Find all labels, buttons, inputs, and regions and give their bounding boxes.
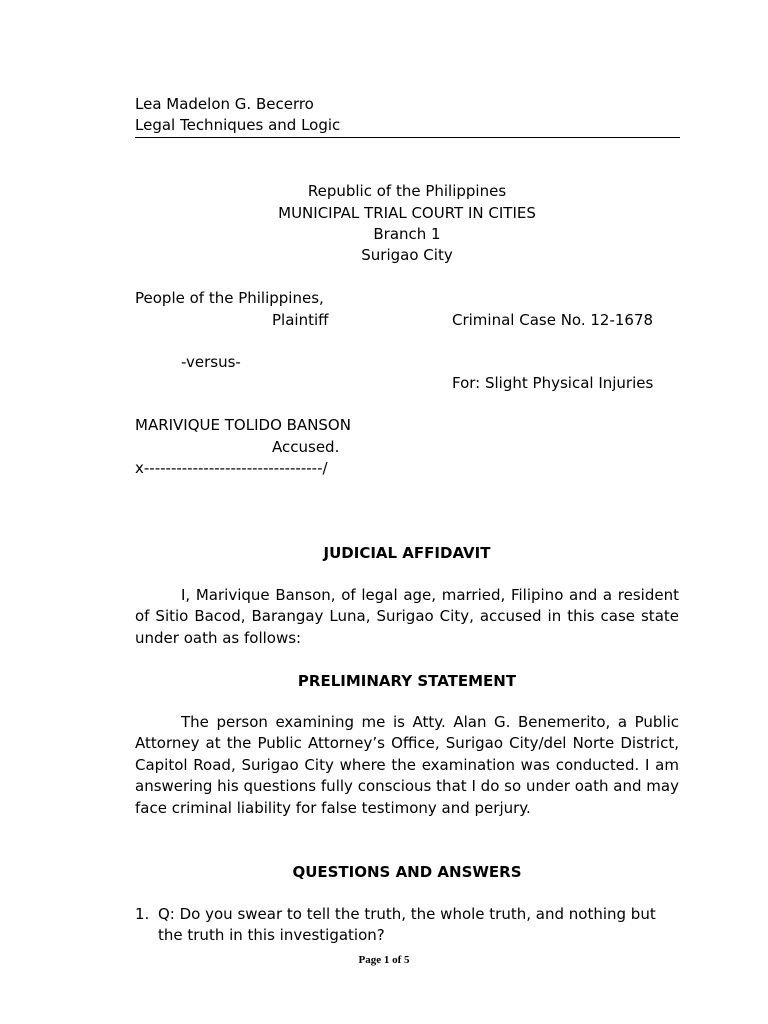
preliminary-heading: PRELIMINARY STATEMENT <box>297 672 517 690</box>
qa-item-number: 1. <box>135 905 150 923</box>
intro-paragraph <box>135 585 679 649</box>
page-number: Page 1 of 5 <box>358 954 410 966</box>
accused-name: MARIVIQUE TOLIDO BANSON <box>135 416 351 434</box>
preliminary-paragraph <box>135 712 679 819</box>
plaintiff-role: Plaintiff <box>272 311 329 329</box>
qa-item-question: Q: Do you swear to tell the truth, the whole truth, and nothing but the truth in this investigation? <box>158 905 656 945</box>
plaintiff-name: People of the Philippines, <box>135 289 324 307</box>
author-name: Lea Madelon G. Becerro <box>135 95 314 113</box>
caption-separator: x---------------------------------/ <box>135 459 328 477</box>
qa-item <box>135 904 680 947</box>
case-offense: For: Slight Physical Injuries <box>452 374 654 392</box>
intro-text: I, Marivique Banson, of legal age, married, Filipino and a resident of Sitio Bacod, Barangay Luna, Surigao City, accused in this case state under oath as follows: <box>135 586 679 647</box>
court-branch: Branch 1 <box>373 225 441 243</box>
versus-label: -versus- <box>181 353 241 371</box>
court-city: Surigao City <box>361 246 453 264</box>
course-name: Legal Techniques and Logic <box>135 116 341 134</box>
document-title: JUDICIAL AFFIDAVIT <box>323 544 491 562</box>
accused-role: Accused. <box>272 438 340 456</box>
qa-heading: QUESTIONS AND ANSWERS <box>292 863 522 881</box>
header-rule <box>135 137 680 138</box>
court-name: MUNICIPAL TRIAL COURT IN CITIES <box>278 204 536 222</box>
preliminary-text: The person examining me is Atty. Alan G. Benemerito, a Public Attorney at the Public Attorney’s Office, Surigao City/del Norte District, Capitol Road, Surigao City where the examination was conducted. I am answering his questions fully conscious that I do so under oath and may face criminal liability for false testimony and perjury. <box>135 713 679 817</box>
case-number: Criminal Case No. 12-1678 <box>452 311 654 329</box>
court-republic: Republic of the Philippines <box>307 182 507 200</box>
